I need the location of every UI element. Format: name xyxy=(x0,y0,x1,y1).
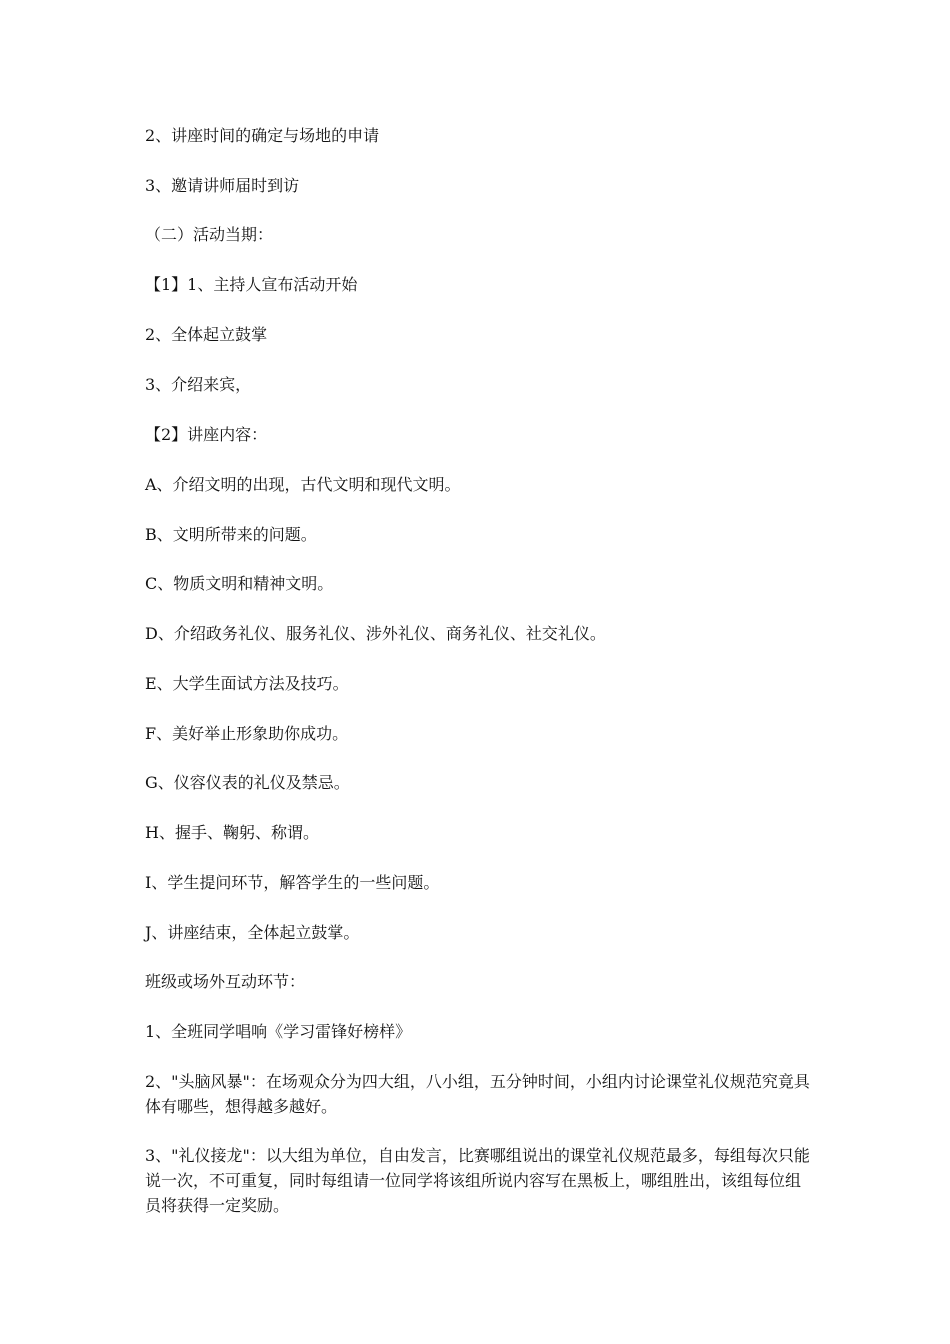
paragraph-21: 3、"礼仪接龙"：以大组为单位，自由发言，比赛哪组说出的课堂礼仪规范最多，每组每次只能说一次，不可重复，同时每组请一位同学将该组所说内容写在黑板上，哪组胜出，该组每位组员将获得一定奖励。 xyxy=(145,1146,810,1215)
paragraph-4: 【1】1、主持人宣布活动开始 xyxy=(145,275,358,294)
paragraph-11: D、介绍政务礼仪、服务礼仪、涉外礼仪、商务礼仪、社交礼仪。 xyxy=(145,624,606,643)
paragraph-15: H、握手、鞠躬、称谓。 xyxy=(145,823,319,842)
paragraph-19: 1、全班同学唱响《学习雷锋好榜样》 xyxy=(145,1022,412,1041)
paragraph-12: E、大学生面试方法及技巧。 xyxy=(145,674,349,693)
paragraph-20: 2、"头脑风暴"：在场观众分为四大组，八小组，五分钟时间，小组内讨论课堂礼仪规范究竟具体有哪些，想得越多越好。 xyxy=(145,1072,810,1116)
paragraph-18: 班级或场外互动环节： xyxy=(145,972,306,991)
paragraph-2: 3、邀请讲师届时到访 xyxy=(145,176,300,195)
paragraph-6: 3、介绍来宾， xyxy=(145,375,252,394)
paragraph-5: 2、全体起立鼓掌 xyxy=(145,325,268,344)
paragraph-17: J、讲座结束，全体起立鼓掌。 xyxy=(145,923,360,942)
paragraph-8: A、介绍文明的出现，古代文明和现代文明。 xyxy=(145,475,461,494)
paragraph-13: F、美好举止形象助你成功。 xyxy=(145,724,349,743)
paragraph-10: C、物质文明和精神文明。 xyxy=(145,574,334,593)
paragraph-1: 2、讲座时间的确定与场地的申请 xyxy=(145,126,380,145)
paragraph-14: G、仪容仪表的礼仪及禁忌。 xyxy=(145,773,350,792)
paragraph-16: I、学生提问环节，解答学生的一些问题。 xyxy=(145,873,440,892)
paragraph-7: 【2】讲座内容： xyxy=(145,425,268,444)
paragraph-3: （二）活动当期： xyxy=(145,225,274,244)
paragraph-9: B、文明所带来的问题。 xyxy=(145,525,317,544)
